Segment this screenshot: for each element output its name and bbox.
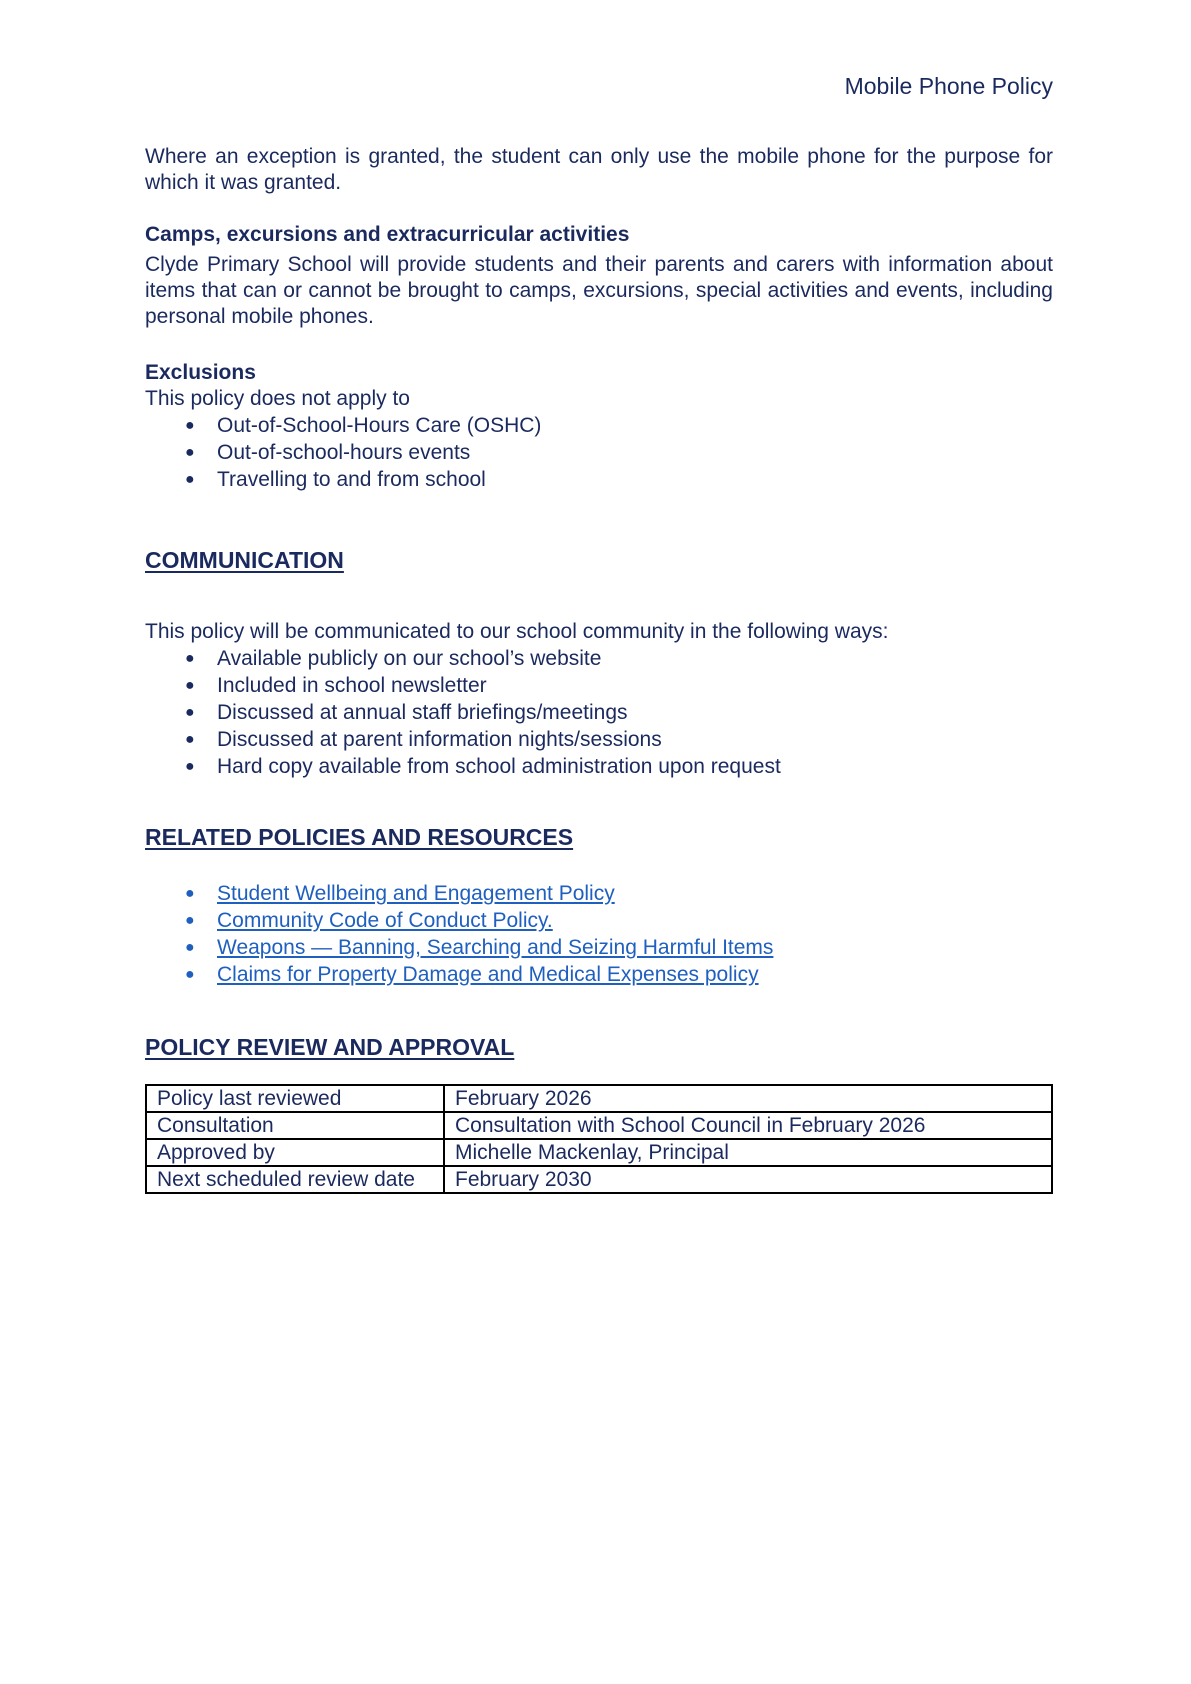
link-student-wellbeing-policy[interactable]: Student Wellbeing and Engagement Policy [217, 882, 615, 905]
exclusions-lead: This policy does not apply to [145, 387, 410, 410]
table-row [146, 1112, 1052, 1139]
link-community-code-of-conduct[interactable]: Community Code of Conduct Policy. [217, 909, 553, 932]
bullet-icon: ● [185, 939, 195, 956]
list-item-text: Hard copy available from school administration upon request [217, 755, 781, 778]
bullet-icon: ● [185, 912, 195, 929]
bullet-icon: ● [185, 677, 195, 694]
table-row [146, 1139, 1052, 1166]
list-item [181, 880, 1053, 907]
list-item-text: Discussed at parent information nights/sessions [217, 728, 662, 751]
list-item [181, 672, 1053, 699]
list-item-text: Out-of-school-hours events [217, 441, 471, 464]
table-cell-value: February 2026 [444, 1085, 1052, 1112]
list-item-text: Included in school newsletter [217, 674, 487, 697]
bullet-icon: ● [185, 731, 195, 748]
bullet-icon: ● [185, 966, 195, 983]
communication-lead: This policy will be communicated to our school community in the following ways: [145, 620, 889, 643]
policy-review-table [145, 1084, 1053, 1194]
exclusions-heading: Exclusions [145, 361, 256, 384]
table-cell-value: Michelle Mackenlay, Principal [444, 1139, 1052, 1166]
list-item [181, 466, 1053, 493]
bullet-icon: ● [185, 704, 195, 721]
communication-heading: COMMUNICATION [145, 547, 344, 573]
bullet-icon: ● [185, 444, 195, 461]
table-row [146, 1166, 1052, 1193]
list-item [181, 961, 1053, 988]
list-item-text: Out-of-School-Hours Care (OSHC) [217, 414, 542, 437]
link-claims-property-damage-policy[interactable]: Claims for Property Damage and Medical Expenses policy [217, 963, 759, 986]
document-content [145, 144, 1053, 1194]
table-cell-value: February 2030 [444, 1166, 1052, 1193]
list-item [181, 412, 1053, 439]
running-header-title: Mobile Phone Policy [844, 73, 1053, 99]
document-page [145, 0, 1053, 1684]
list-item [181, 753, 1053, 780]
bullet-icon: ● [185, 417, 195, 434]
list-item-text: Travelling to and from school [217, 468, 486, 491]
list-item [181, 907, 1053, 934]
table-cell-label: Consultation [146, 1112, 444, 1139]
exclusions-list [145, 412, 1053, 493]
table-cell-label: Policy last reviewed [146, 1085, 444, 1112]
list-item [181, 934, 1053, 961]
communication-list [145, 645, 1053, 780]
table-cell-label: Approved by [146, 1139, 444, 1166]
related-policies-list [145, 880, 1053, 988]
list-item-text: Discussed at annual staff briefings/meetings [217, 701, 628, 724]
table-row [146, 1085, 1052, 1112]
policy-review-heading: POLICY REVIEW AND APPROVAL [145, 1034, 515, 1060]
exception-paragraph: Where an exception is granted, the student can only use the mobile phone for the purpose for which it was granted. [145, 145, 1053, 194]
table-cell-value: Consultation with School Council in February 2026 [444, 1112, 1052, 1139]
camps-paragraph: Clyde Primary School will provide students and their parents and carers with information about items that can or cannot be brought to camps, excursions, special activities and events, including personal mobile phones. [145, 253, 1053, 328]
link-weapons-policy[interactable]: Weapons — Banning, Searching and Seizing Harmful Items [217, 936, 774, 959]
list-item [181, 645, 1053, 672]
bullet-icon: ● [185, 650, 195, 667]
camps-heading: Camps, excursions and extracurricular activities [145, 223, 630, 246]
list-item-text: Available publicly on our school’s website [217, 647, 602, 670]
bullet-icon: ● [185, 885, 195, 902]
bullet-icon: ● [185, 758, 195, 775]
list-item [181, 726, 1053, 753]
bullet-icon: ● [185, 471, 195, 488]
list-item [181, 439, 1053, 466]
related-policies-heading: RELATED POLICIES AND RESOURCES [145, 824, 574, 850]
table-cell-label: Next scheduled review date [146, 1166, 444, 1193]
list-item [181, 699, 1053, 726]
